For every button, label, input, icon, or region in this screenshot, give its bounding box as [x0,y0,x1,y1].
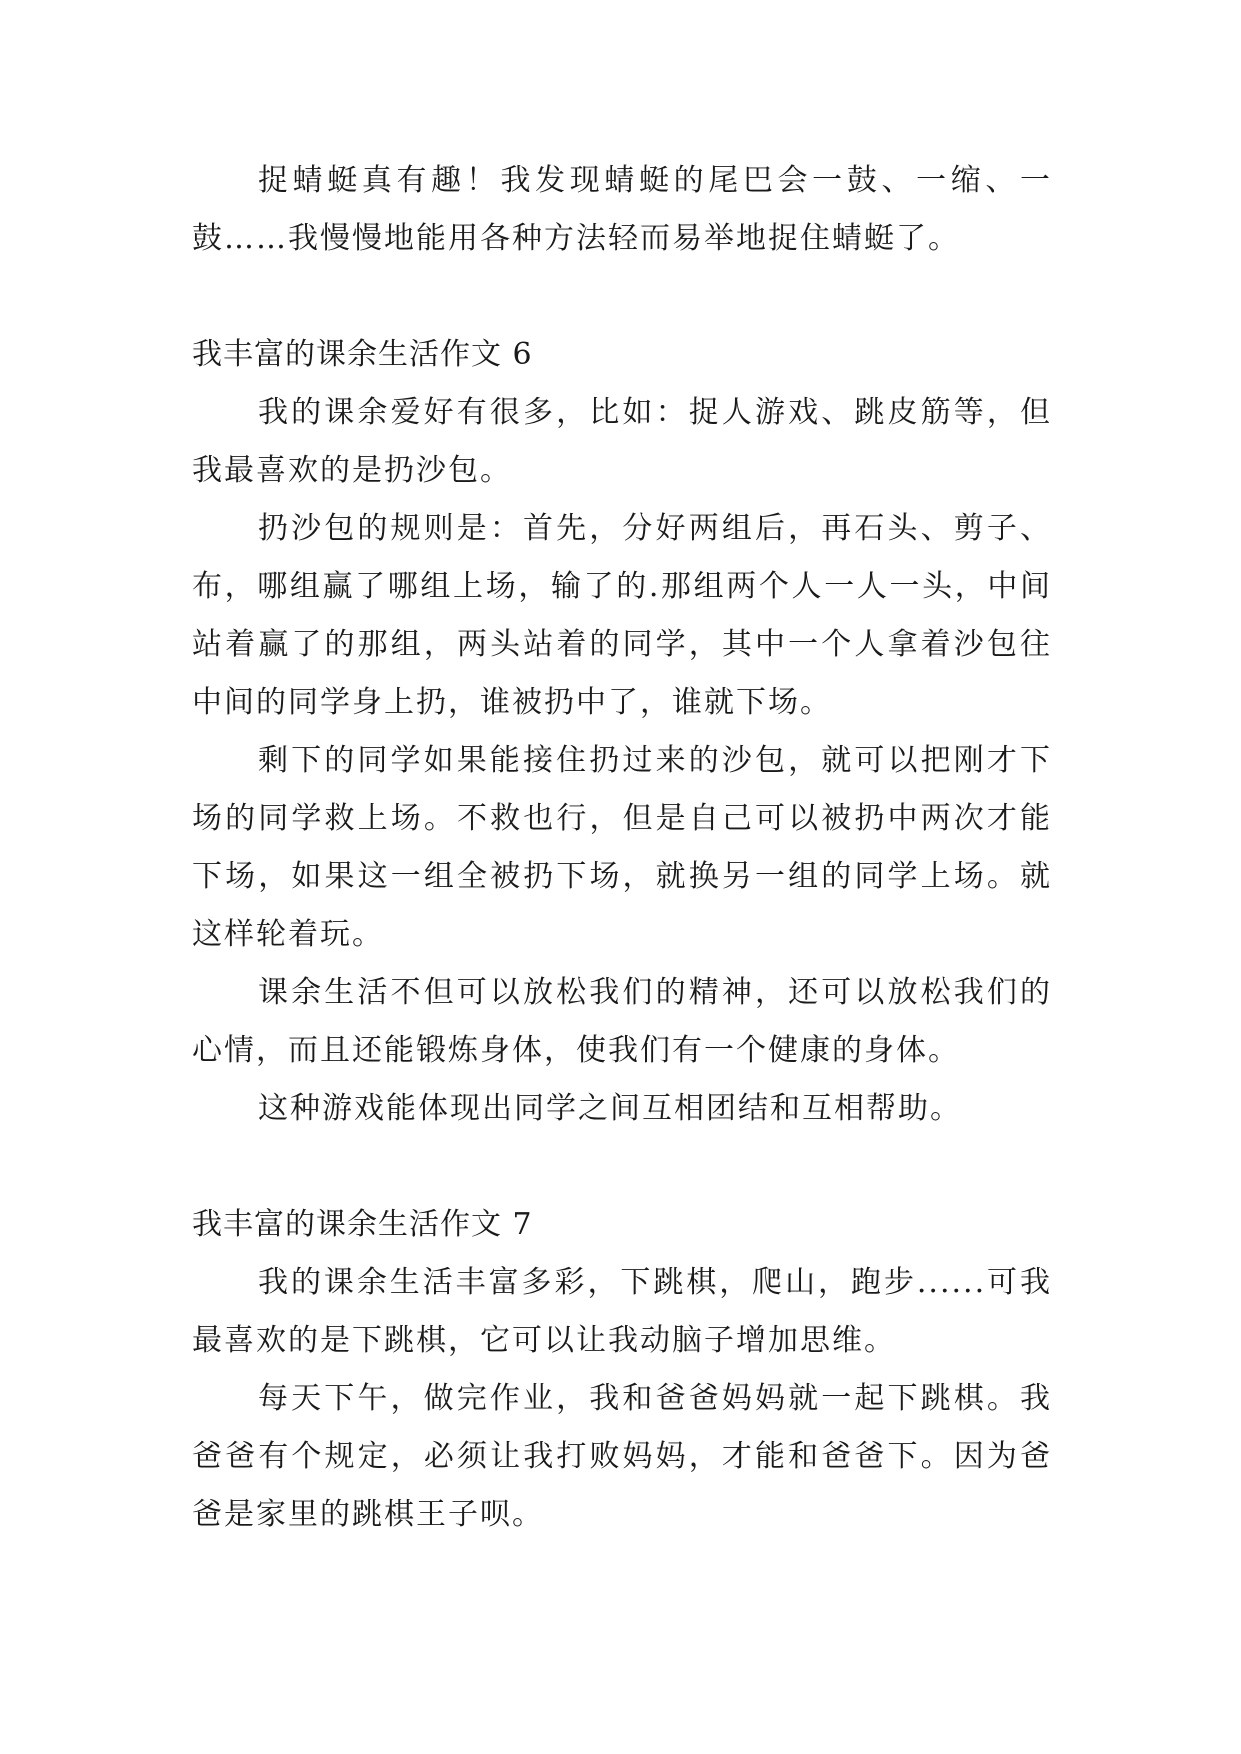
section-6-paragraph: 我的课余爱好有很多，比如：捉人游戏、跳皮筋等，但我最喜欢的是扔沙包。 [192,395,1052,488]
section-6-paragraph: 剩下的同学如果能接住扔过来的沙包，就可以把刚才下场的同学救上场。不救也行，但是自己可以被扔中两次才能下场，如果这一组全被扔下场，就换另一组的同学上场。就这样轮着玩。 [192,743,1052,952]
section-spacer [192,268,1052,326]
section-6-paragraph: 课余生活不但可以放松我们的精神，还可以放松我们的心情，而且还能锻炼身体，使我们有一个健康的身体。 [192,975,1052,1068]
section-spacer [192,1138,1052,1196]
section-7-paragraph: 我的课余生活丰富多彩，下跳棋，爬山，跑步......可我最喜欢的是下跳棋，它可以让我动脑子增加思维。 [192,1265,1052,1358]
section-7-paragraph: 每天下午，做完作业，我和爸爸妈妈就一起下跳棋。我爸爸有个规定，必须让我打败妈妈，才能和爸爸下。因为爸爸是家里的跳棋王子呗。 [192,1381,1052,1532]
section-6-paragraph: 这种游戏能体现出同学之间互相团结和互相帮助。 [258,1091,962,1126]
section-6-title: 我丰富的课余生活作文 6 [192,337,533,372]
document-body [192,152,1052,1544]
section-7-title: 我丰富的课余生活作文 7 [192,1207,533,1242]
section-6-paragraph: 扔沙包的规则是：首先，分好两组后，再石头、剪子、布，哪组赢了哪组上场，输了的.那组两个人一人一头，中间站着赢了的那组，两头站着的同学，其中一个人拿着沙包往中间的同学身上扔，谁被扔中了，谁就下场。 [192,511,1052,720]
intro-paragraph: 捉蜻蜓真有趣！我发现蜻蜓的尾巴会一鼓、一缩、一鼓……我慢慢地能用各种方法轻而易举地捉住蜻蜓了。 [192,163,1052,256]
